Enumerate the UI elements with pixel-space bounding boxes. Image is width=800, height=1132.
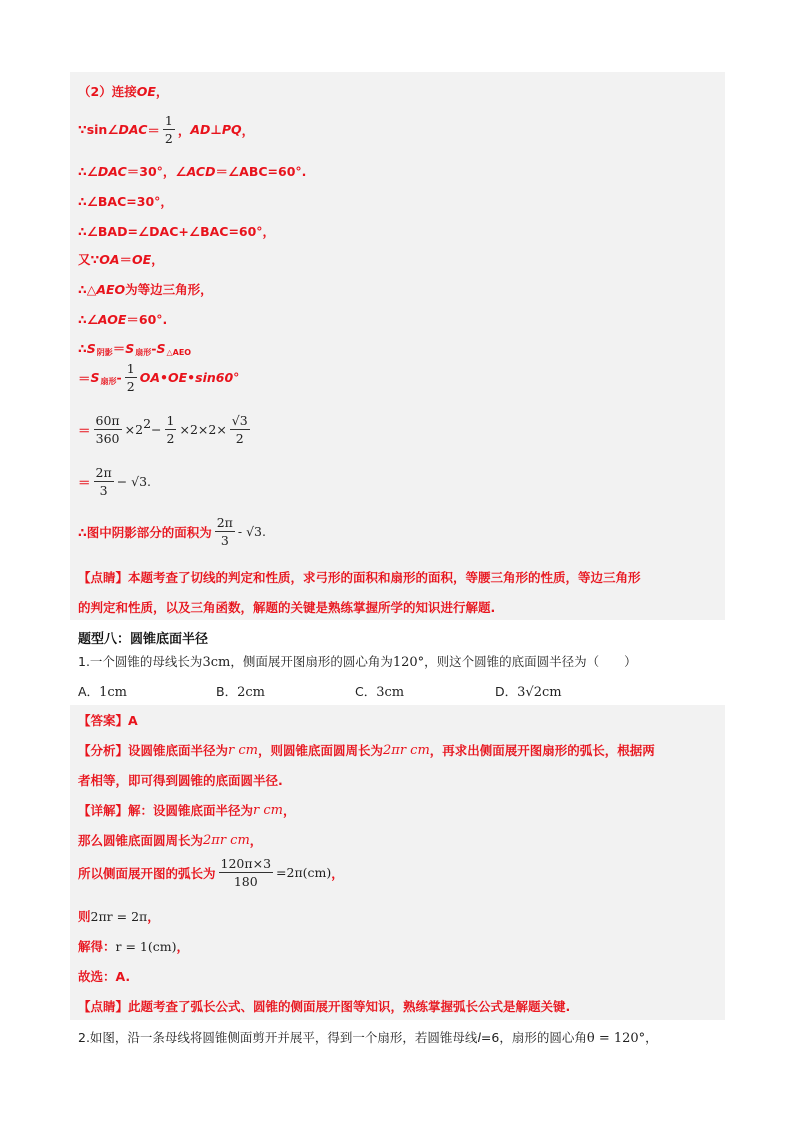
sol-line-8: ∴∠ AOE ＝60°. [78, 311, 168, 327]
sol-line-3: ∴∠ DAC ＝30°，∠ ACD ＝∠ABC=60°. [78, 163, 307, 179]
detail-line-2: 那么圆锥底面圆周长为 2πr cm ， [78, 832, 263, 848]
fraction-2pi-3-b: $\frac{2\pi}{3}$ [216, 515, 233, 548]
sol-line-2: ∵sin∠ DAC ＝ $\frac{1}{2}$ ， AD ⊥ PQ ， [78, 113, 255, 146]
detail-line-1: 【详解】解：设圆锥底面半径为 r cm ， [78, 802, 296, 818]
detail-line-3: 所以侧面展开图的弧长为 $\frac{120\pi\times 3}{180}$ =2π(cm) ， [78, 856, 344, 889]
dianjing-line-3: 【点睛】此题考查了弧长公式、圆锥的侧面展开图等知识，熟练掌握弧长公式是解题关键. [78, 999, 571, 1014]
detail-line-5: 解得： r = 1(cm) ， [78, 938, 189, 954]
sol-line-13: ∴图中阴影部分的面积为 $\frac{2\pi}{3}$ - √3. [78, 515, 266, 548]
fraction-60pi-360: $\frac{60\pi}{360}$ [95, 413, 120, 446]
detail-line-4: 则 2πr = 2π ， [78, 908, 160, 924]
sol-line-9: ∴ S 阴影 ＝ S 扇形 - S △AEO [78, 340, 192, 357]
question-1: 1.一个圆锥的母线长为3cm，侧面展开图扇形的圆心角为120°，则这个圆锥的底面圆半径为（ ） [78, 654, 637, 670]
sol-line-5: ∴∠BAD=∠DAC+∠BAC=60°， [78, 224, 276, 239]
sol-line-7: ∴△ AEO 为等边三角形， [78, 281, 213, 297]
dianjing-line-2: 的判定和性质，以及三角函数，解题的关键是熟练掌握所学的知识进行解题. [78, 600, 496, 615]
sol-line-6: 又∵ OA ＝ OE ， [78, 251, 164, 267]
fraction-arc-length: $\frac{120\pi\times 3}{180}$ [220, 856, 272, 889]
analysis-line-2: 者相等，即可得到圆锥的底面圆半径. [78, 773, 283, 788]
fraction-half: $\frac{1}{2}$ [164, 113, 173, 146]
option-b[interactable]: B．2cm [216, 684, 265, 700]
option-c[interactable]: C．3cm [355, 684, 405, 700]
sol-line-10: ＝ S 扇形 - $\frac{1}{2}$ OA•OE•sin60° [78, 361, 240, 394]
option-a[interactable]: A．1cm [78, 684, 127, 700]
sol-line-4: ∴∠BAC=30°， [78, 194, 173, 209]
dianjing-line-1: 【点睛】本题考查了切线的判定和性质，求弓形的面积和扇形的面积，等腰三角形的性质，等边三角形 [78, 570, 641, 585]
question-2: 2.如图，沿一条母线将圆锥侧面剪开并展平，得到一个扇形，若圆锥母线l=6，扇形的圆心角θ = 120°， [78, 1030, 658, 1046]
answer-line: 【答案】A [78, 713, 138, 728]
detail-line-6: 故选：A. [78, 969, 131, 984]
section-heading: 题型八：圆锥底面半径 [78, 632, 209, 647]
solution-box-1 [70, 72, 725, 620]
sol-line-12: ＝ $\frac{2\pi}{3}$ − √3. [78, 465, 152, 498]
fraction-half-2: $\frac{1}{2}$ [126, 361, 135, 394]
sol-line-11: ＝ $\frac{60\pi}{360}$ ×2 $^2$ − $\frac{1}{2}$ ×2×2× $\frac{√3}{2}$ [78, 413, 248, 446]
sol-line-1: （2）连接 OE ， [78, 83, 169, 99]
fraction-2pi-3: $\frac{2\pi}{3}$ [95, 465, 112, 498]
solution-box-2 [70, 705, 725, 1020]
fraction-sqrt3-2: $\frac{√3}{2}$ [231, 413, 248, 446]
option-d[interactable]: D．3√2cm [495, 684, 562, 700]
fraction-half-3: $\frac{1}{2}$ [166, 413, 175, 446]
analysis-line-1: 【分析】设圆锥底面半径为 r cm ，则圆锥底面圆周长为 2πr cm ，再求出侧面展开图扇形的弧长，根据两 [78, 742, 655, 758]
